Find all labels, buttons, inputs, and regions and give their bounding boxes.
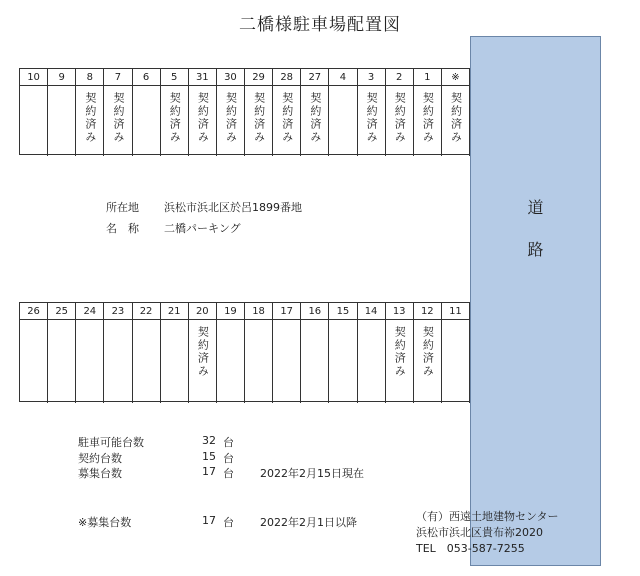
parking-row-bottom [19, 302, 470, 402]
contracted-label: 契約台数 [78, 452, 122, 465]
parking-row-top [19, 68, 470, 155]
company-block [416, 509, 559, 557]
space-number: 8 [76, 69, 104, 85]
space-number: 16 [301, 303, 329, 319]
recruiting-unit: 台 [223, 467, 234, 480]
company-address: 浜松市浜北区貴布祢2020 [416, 526, 543, 539]
space-number: 21 [161, 303, 189, 319]
parking-space [358, 86, 386, 156]
space-number: 31 [189, 69, 217, 85]
contracted-label: 契約済み [421, 92, 435, 144]
space-number: 9 [48, 69, 76, 85]
parking-space [76, 320, 104, 403]
contracted-label: 契約済み [83, 92, 97, 144]
parking-space [386, 86, 414, 156]
parking-space [273, 320, 301, 403]
space-number: ※ [442, 69, 470, 85]
parking-space [273, 86, 301, 156]
parking-space [414, 86, 442, 156]
parking-space [20, 320, 48, 403]
recruiting-value: 17 [202, 465, 216, 478]
space-number: 19 [217, 303, 245, 319]
space-number: 18 [245, 303, 273, 319]
parking-space [217, 320, 245, 403]
space-number: 20 [189, 303, 217, 319]
space-number: 28 [273, 69, 301, 85]
contracted-label: 契約済み [252, 92, 266, 144]
parking-space [161, 320, 189, 403]
space-number: 26 [20, 303, 48, 319]
space-number: 10 [20, 69, 48, 85]
space-number: 12 [414, 303, 442, 319]
note-label: ※募集台数 [78, 516, 132, 529]
location-label: 所在地 [106, 201, 139, 214]
contracted-label: 契約済み [393, 326, 407, 378]
parking-space [442, 86, 470, 156]
road [470, 36, 601, 566]
parking-space [189, 320, 217, 403]
location-value: 浜松市浜北区於呂1899番地 [164, 201, 302, 214]
parking-space [48, 86, 76, 156]
space-number: 14 [358, 303, 386, 319]
space-number: 17 [273, 303, 301, 319]
space-number: 2 [386, 69, 414, 85]
contracted-label: 契約済み [308, 92, 322, 144]
parking-space [301, 320, 329, 403]
parking-space [20, 86, 48, 156]
parking-space [104, 86, 132, 156]
parking-space [104, 320, 132, 403]
capacity-value: 32 [202, 434, 216, 447]
parking-space [442, 320, 470, 403]
contracted-label: 契約済み [421, 326, 435, 378]
recruiting-label: 募集台数 [78, 467, 122, 480]
space-number: 25 [48, 303, 76, 319]
page-title: 二橋様駐車場配置図 [239, 15, 401, 35]
space-number: 11 [442, 303, 470, 319]
parking-space [133, 86, 161, 156]
space-number: 23 [104, 303, 132, 319]
contracted-label: 契約済み [365, 92, 379, 144]
parking-space [329, 320, 357, 403]
contracted-unit: 台 [223, 452, 234, 465]
parking-space [161, 86, 189, 156]
contracted-label: 契約済み [111, 92, 125, 144]
space-number: 27 [301, 69, 329, 85]
space-number: 22 [133, 303, 161, 319]
space-number: 15 [329, 303, 357, 319]
note-value: 17 [202, 514, 216, 527]
note-from-date: 2022年2月1日以降 [260, 516, 357, 529]
parking-space [217, 86, 245, 156]
parking-space [358, 320, 386, 403]
space-number: 24 [76, 303, 104, 319]
parking-space [329, 86, 357, 156]
parking-space [76, 86, 104, 156]
name-line [106, 220, 241, 236]
company-tel: TEL 053-587-7255 [416, 542, 525, 555]
parking-space [245, 86, 273, 156]
contracted-label: 契約済み [168, 92, 182, 144]
space-number: 4 [329, 69, 357, 85]
parking-space [386, 320, 414, 403]
location-line [106, 199, 302, 215]
contracted-label: 契約済み [449, 92, 463, 144]
contracted-label: 契約済み [196, 326, 210, 378]
space-number: 6 [133, 69, 161, 85]
road-label-1: 道 [527, 198, 544, 217]
company-name: （有）西遠土地建物センター [416, 510, 559, 523]
parking-space [48, 320, 76, 403]
capacity-unit: 台 [223, 436, 234, 449]
contracted-label: 契約済み [196, 92, 210, 144]
space-number: 3 [358, 69, 386, 85]
name-value: 二橋パーキング [164, 222, 241, 235]
parking-space [414, 320, 442, 403]
contracted-label: 契約済み [393, 92, 407, 144]
space-number: 7 [104, 69, 132, 85]
space-number: 29 [245, 69, 273, 85]
road-label-2: 路 [527, 240, 544, 259]
parking-space [245, 320, 273, 403]
parking-space [189, 86, 217, 156]
space-number: 13 [386, 303, 414, 319]
contracted-value: 15 [202, 450, 216, 463]
note-unit: 台 [223, 516, 234, 529]
capacity-label: 駐車可能台数 [78, 436, 144, 449]
contracted-label: 契約済み [280, 92, 294, 144]
space-number: 30 [217, 69, 245, 85]
parking-space [301, 86, 329, 156]
name-label: 名 称 [106, 222, 139, 235]
contracted-label: 契約済み [224, 92, 238, 144]
parking-space [133, 320, 161, 403]
space-number: 1 [414, 69, 442, 85]
as-of-date: 2022年2月15日現在 [260, 467, 364, 480]
space-number: 5 [161, 69, 189, 85]
